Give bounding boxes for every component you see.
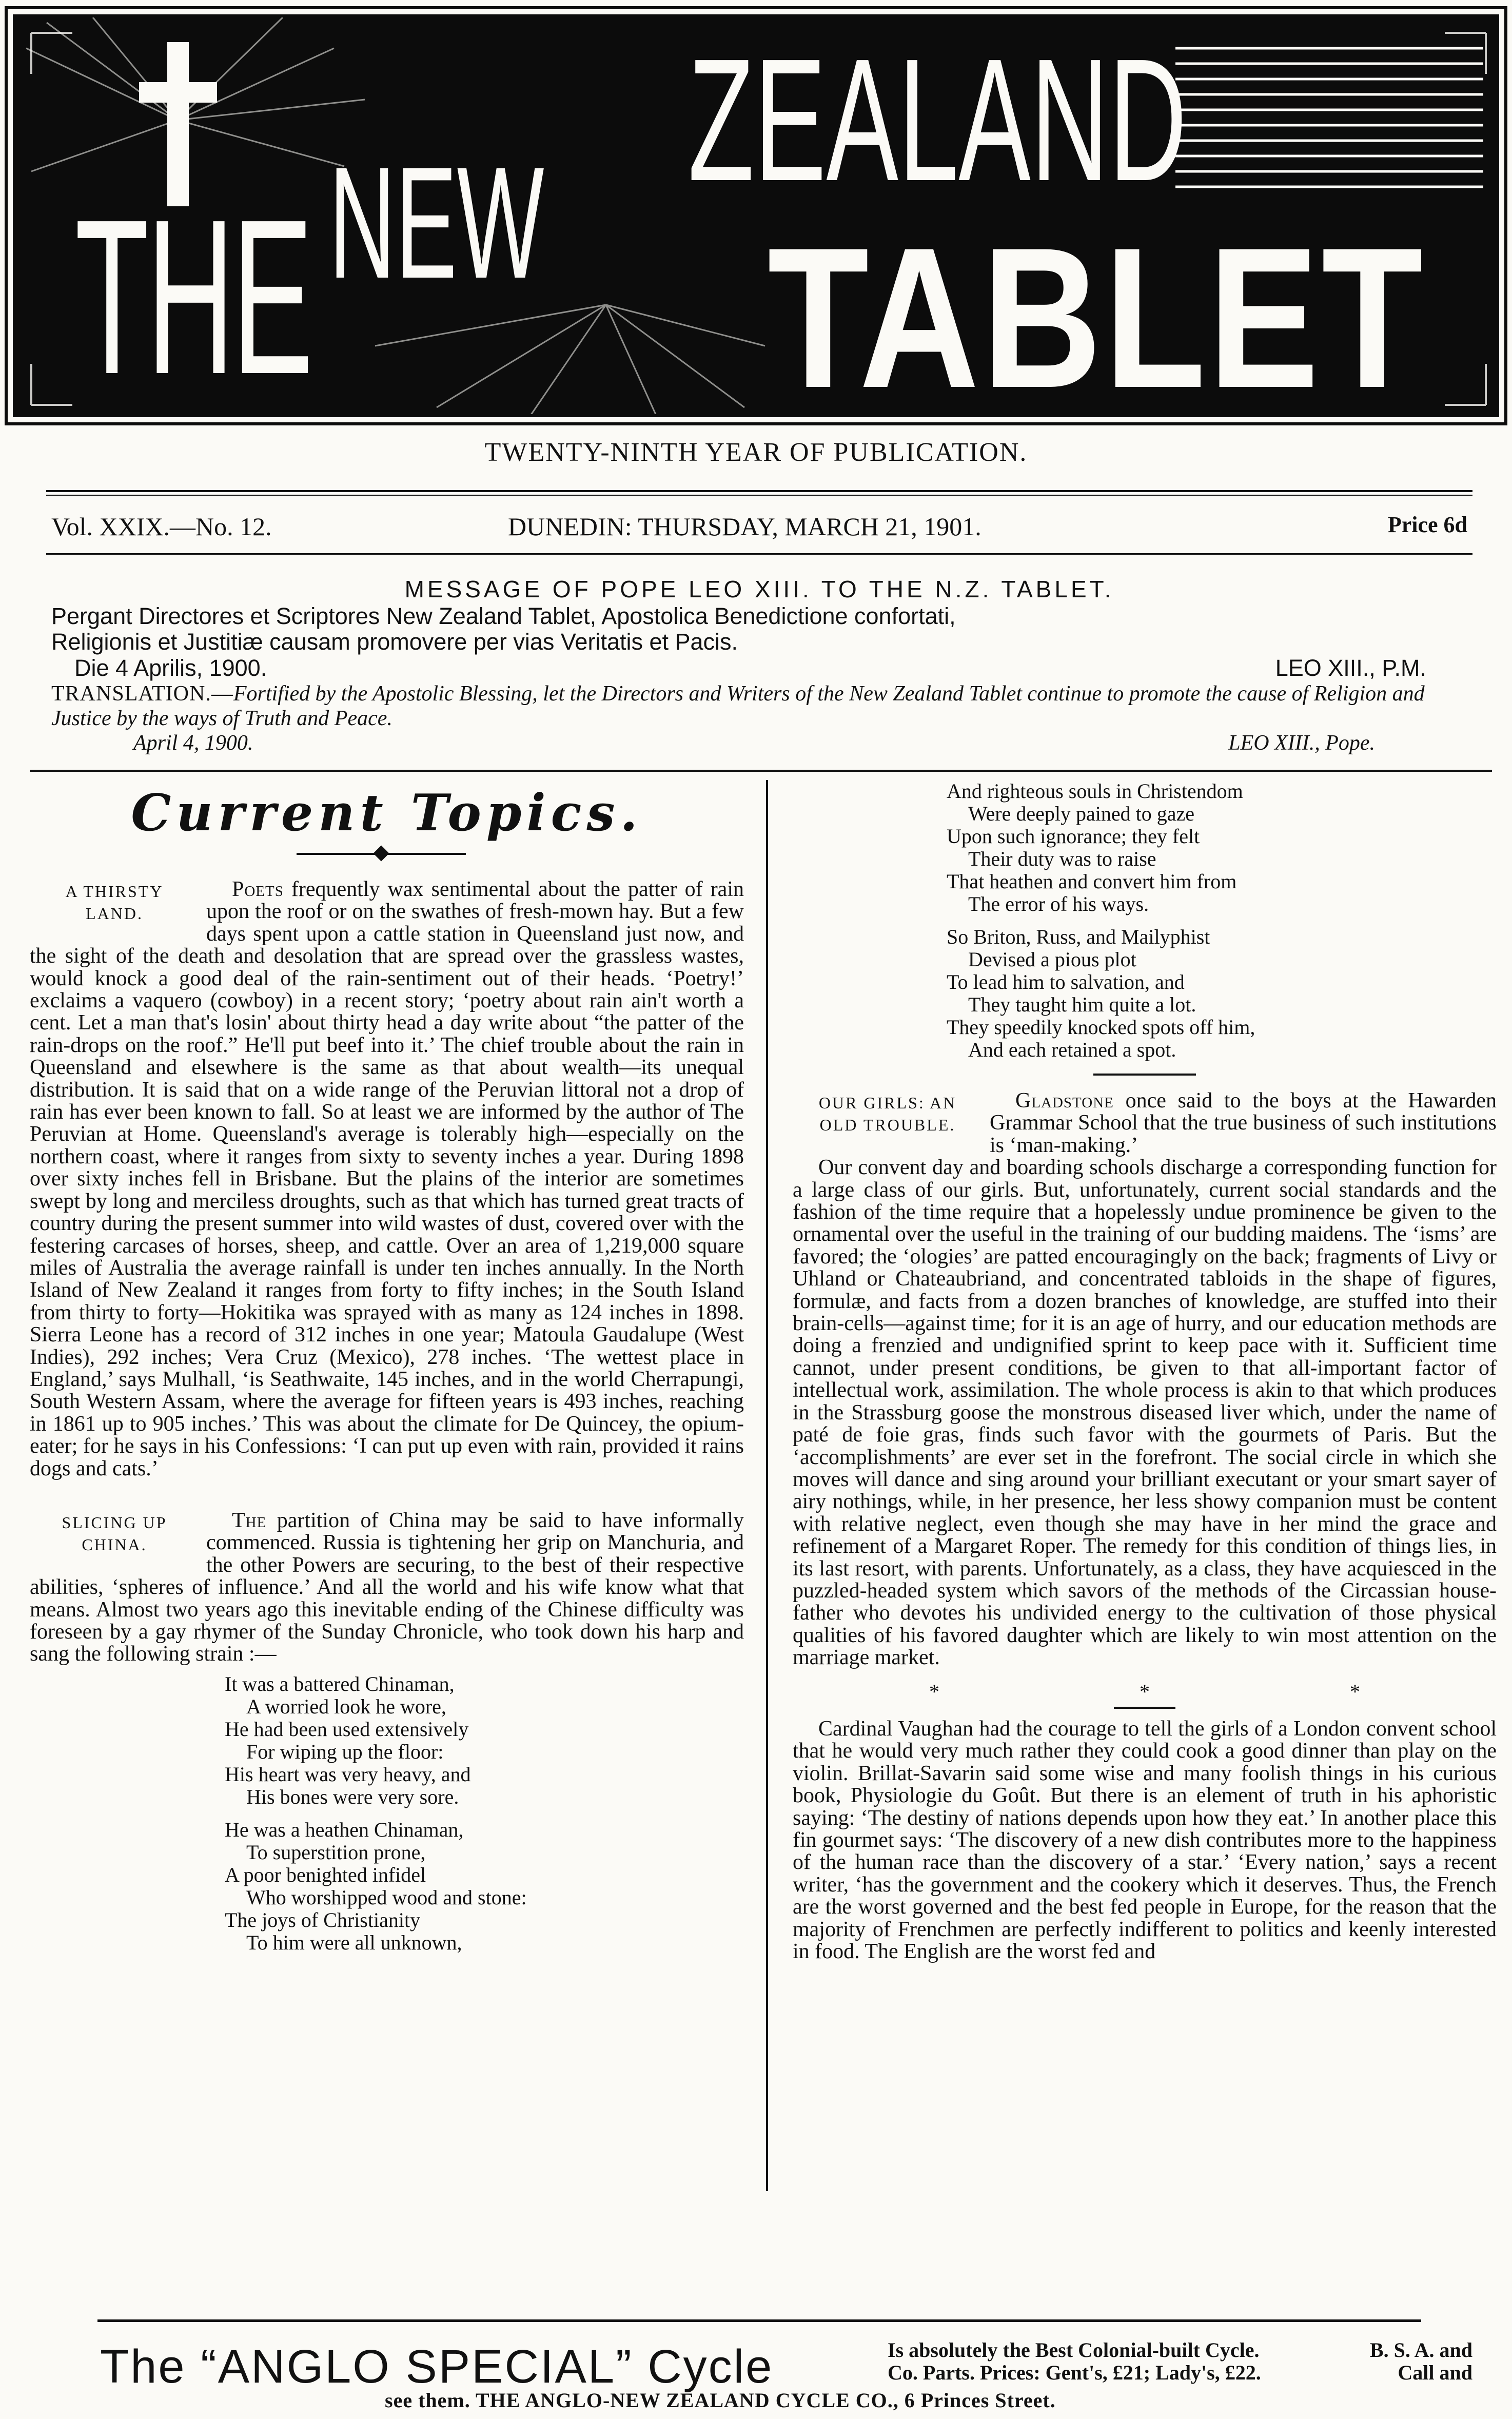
header-rule-top	[46, 490, 1472, 492]
article-body: Gladstone once said to the boys at the Hawarden Grammar School that the true business of such institutions is ‘man-making.’	[990, 1089, 1497, 1157]
masthead-tablet: TABLET	[768, 206, 1426, 417]
article-body: The partition of China may be said to have informally commenced. Russia is tightening her grip on Manchuria, and the other Powers are securing, to the best of their respective abilities, ‘spheres of influence.’ And all the world and his wife know what that means. Almost two years ago this inevitable ending of the Chinese difficulty was foreseen by a gay rhymer of the Sunday Chronicle, who took down his harp and sang the following strain :—	[30, 1508, 744, 1666]
translation-text: Fortified by the Apostolic Blessing, let the Directors and Writers of the New Zealand Tablet continue to promote the cause of Religion and Justice by the ways of Truth and Peace.	[51, 682, 1425, 730]
sidehead-slicing-up-china: SLICING UP CHINA.	[62, 1513, 167, 1554]
article-body: Poets frequently wax sentimental about the patter of rain upon the roof or on the swathes of fresh-mown hay. But a few days spent upon a cattle station in Queensland just now, and the sight of the death and desolation that are spread over the grassless wastes, would knock a good deal of the rain-sentiment out of their heads. ‘Poetry!’ exclaims a vaquero (cowboy) in a recent story; ‘poetry about rain ain't worth a cent. Let a man that's losin' about thirty head a day write about “the patter of the rain-drops on the roof.” He'll put beef into it.’ The chief trouble about the rain in Queensland and elsewhere is the same as that about wealth—its unequal distribution. It is said that on a wide range of the Peruvian littoral not a drop of rain has ever been known to fall. So at least we are informed by the author of The Peruvian at Home. Queensland's average is tolerably high—especially on the northern coast, where it ranges from sixty to seventy inches a year. During 1898 over sixty inches fell in Brisbane. But the plains of the interior are sometimes swept by long and merciless droughts, such as that which has turned great tracts of country during the present summer into wild wastes of dust, covered over with the festering carcases of horses, sheep, and cattle. Over an area of 1,219,000 square miles of Australia the average rainfall is under ten inches annually. In the North Island of New Zealand it ranges from forty to fifty inches; in the South Island from thirty to forty—Hokitika was sprayed with as many as 124 inches in 1898. Sierra Leone has a record of 312 inches in one year; Matoula Gaudalupe (West Indies), 292 inches; Vera Cruz (Mexico), 278 inches. ‘The wettest place in England,’ says Mulhall, ‘is Seathwaite, 145 inches, and in the world Cherrapungi, South Western Assam, where the average for fifteen years is 493 inches, reaching in 1861 up to 905 inches.’ This was about the climate for De Quincey, the opium-eater; for he says in his Confessions: ‘I can put up even with rain, provided it rains dogs and cats.’	[30, 877, 744, 1480]
section-title: Current Topics.	[131, 784, 643, 843]
article-slicing-up-china	[30, 1510, 744, 1954]
article-body: Cardinal Vaughan had the courage to tell the girls of a London convent school that he would very much rather they could cook a good dinner than play on the violin. Brillat-Savarin said some wise and many foolish things in his curious book, Physiologie du Goût. But there is an element of truth in his aphoristic saying: ‘The destiny of nations depends upon how they eat.’ In another place this fin gourmet says: ‘The discovery of a new dish contributes more to the happiness of the human race than the discovery of a star.’ ‘Every nation,’ says a recent writer, ‘has the government and the cookery which it deserves. Thus, the French are the worst governed and the best fed people in Europe, for the reason that the majority of Frenchmen are perfectly indifferent to politics and keenly interested in food. The English are the worst fed and	[793, 1716, 1497, 1964]
article-our-girls	[793, 1090, 1497, 1963]
header-rule-bottom	[46, 553, 1472, 555]
poem-stanza: So Briton, Russ, and Mailyphist Devised a pious plot To lead him to salvation, and They taught him quite a lot. They speedily knocked spots off him, And each retained a spot.	[947, 925, 1255, 1061]
dateline: DUNEDIN: THURSDAY, MARCH 21, 1901.	[508, 512, 981, 541]
section-rule	[1093, 1074, 1196, 1076]
sidehead-thirsty-land: A THIRSTY LAND.	[65, 882, 164, 923]
translation-signature: LEO XIII., Pope.	[1228, 731, 1375, 755]
advert-anglo-special	[51, 2335, 1488, 2412]
poem	[225, 1673, 744, 1954]
advert-headline: The “ANGLO SPECIAL” Cycle	[100, 2340, 774, 2393]
volume-number: Vol. XXIX.—No. 12.	[51, 512, 272, 541]
masthead-new: NEW	[329, 133, 544, 311]
left-column	[30, 780, 744, 1964]
year-of-publication: TWENTY-NINTH YEAR OF PUBLICATION.	[484, 438, 1028, 467]
section-stars: * * *	[929, 1680, 1458, 1703]
masthead-the: THE	[75, 174, 311, 417]
stars-rule	[1114, 1707, 1175, 1709]
article-thirsty-land	[30, 879, 744, 1480]
price: Price 6d	[1387, 512, 1467, 537]
advert-details: Is absolutely the Best Colonial-built Cycle. B. S. A. and Co. Parts. Prices: Gent's, £21; Lady's, £22. Call and	[888, 2338, 1472, 2384]
title-ornament	[30, 844, 744, 864]
message-translation	[51, 681, 1467, 731]
message-signature: LEO XIII., P.M.	[1275, 655, 1426, 681]
masthead-zealand: ZEALAND	[688, 23, 1187, 218]
right-column	[793, 780, 1497, 1963]
masthead	[13, 14, 1499, 417]
sidehead-our-girls: OUR GIRLS: AN OLD TROUBLE.	[818, 1094, 957, 1135]
translation-date-row	[51, 731, 1467, 755]
papal-message	[51, 575, 1467, 755]
advert-address: see them. THE ANGLO-NEW ZEALAND CYCLE CO., 6 Princes Street.	[385, 2389, 1056, 2412]
message-latin-line-2: Religionis et Justitiæ causam promovere per vias Veritatis et Pacis.	[51, 629, 738, 655]
message-date-row	[51, 655, 1467, 680]
translation-lead: TRANSLATION.—	[51, 682, 233, 706]
message-rule	[30, 770, 1492, 772]
message-title: MESSAGE OF POPE LEO XIII. TO THE N.Z. TABLET.	[404, 576, 1114, 602]
advert-rule	[97, 2319, 1421, 2322]
message-date: Die 4 Aprilis, 1900.	[74, 655, 267, 681]
poem-stanza: And righteous souls in Christendom Were deeply pained to gaze Upon such ignorance; they felt Their duty was to raise That heathen and convert him from The error of his ways.	[947, 779, 1243, 915]
translation-date: April 4, 1900.	[133, 731, 253, 755]
poem-stanza: It was a battered Chinaman, A worried look he wore, He had been used extensively For wiping up the floor: His heart was very heavy, and His bones were very sore.	[225, 1672, 471, 1808]
poem-continued	[947, 780, 1497, 1061]
article-body: Our convent day and boarding schools discharge a corresponding function for a large class of our girls. But, unfortunately, current social standards and the fashion of the time require that a hopelessly undue prominence be given to the ornamental over the useful in the training of our budding maidens. The ‘isms’ are favored; the ‘ologies’ are patted encouragingly on the back; fragments of Livy or Uhland or Chateaubriand, and concentrated tabloids in the shape of figures, formulæ, and facts from a dozen branches of knowledge, are stuffed into their brain-cells—against time; for it is an age of hurry, and our education methods are doing a frenzied and undignified sprint to keep pace with it. Sufficient time cannot, under present conditions, be given to that all-important factor of intellectual work, assimilation. The whole process is akin to that which produces in the Strassburg goose the monstrous diseased liver which, under the name of paté de foie gras, finds such favor with the gourmets of Paris. But the ‘accomplishments’ are ever set in the forefront. The social circle in which she moves will dance and sing around your brilliant executant or your smart sayer of airy nothings, while, in her presence, her less showy companion must be content with relative neglect, even though she may have in her mind the grace and refinement of a Margaret Roper. The remedy for this condition of things lies, in its last resort, with parents. Unfortunately, as a class, they have acquiesced in the puzzled-headed system which savors of the methods of the Circassian house-father who devotes his undivided energy to the cultivation of those physical qualities of his favored daughter which are likely to win most attention on the marriage market.	[793, 1156, 1497, 1670]
poem-stanza: He was a heathen Chinaman, To superstition prone, A poor benighted infidel Who worshipped wood and stone: The joys of Christianity To him were all unknown,	[225, 1818, 527, 1954]
column-divider	[766, 780, 768, 2191]
header-rule-top-thin	[46, 495, 1472, 496]
message-latin-line-1: Pergant Directores et Scriptores New Zealand Tablet, Apostolica Benedictione confortati,	[51, 603, 956, 629]
